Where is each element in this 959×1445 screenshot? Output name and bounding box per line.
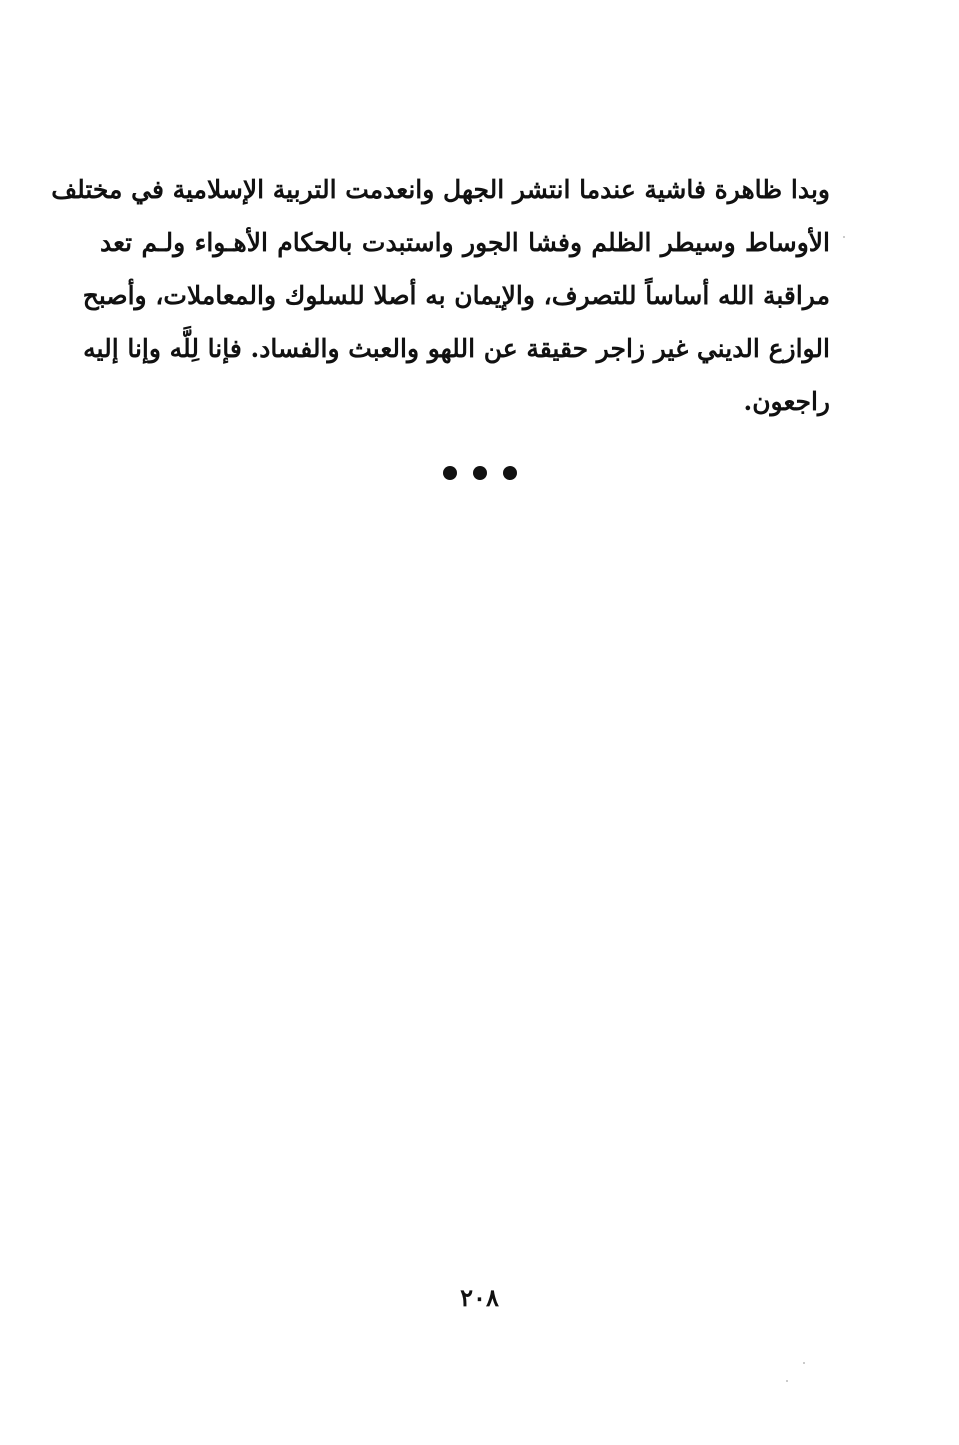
section-separator bbox=[0, 462, 959, 484]
paragraph-line: الأوساط وسيطر الظلم وفشا الجور واستبدت بالحكام الأهـواء ولـم تعد bbox=[100, 228, 830, 257]
paragraph-line: وبدا ظاهرة فاشية عندما انتشر الجهل وانعدمت التربية الإسلامية في مختلف bbox=[51, 175, 830, 204]
scan-speck bbox=[803, 1362, 805, 1364]
scan-speck bbox=[786, 1380, 788, 1382]
paragraph-line: الوازع الديني غير زاجر حقيقة عن اللهو والعبث والفساد. فإنا لِلَّه وإنا إليه bbox=[83, 334, 830, 363]
page-number: ٢٠٨ bbox=[460, 1283, 499, 1312]
separator-dot-icon bbox=[443, 466, 457, 480]
separator-dot-icon bbox=[473, 466, 487, 480]
separator-dot-icon bbox=[503, 466, 517, 480]
paragraph-line: مراقبة الله أساساً للتصرف، والإيمان به أصلا للسلوك والمعاملات، وأصبح bbox=[82, 281, 830, 310]
paragraph-line: راجعون. bbox=[743, 387, 830, 416]
paragraph bbox=[51, 163, 830, 428]
scan-speck bbox=[843, 236, 845, 238]
